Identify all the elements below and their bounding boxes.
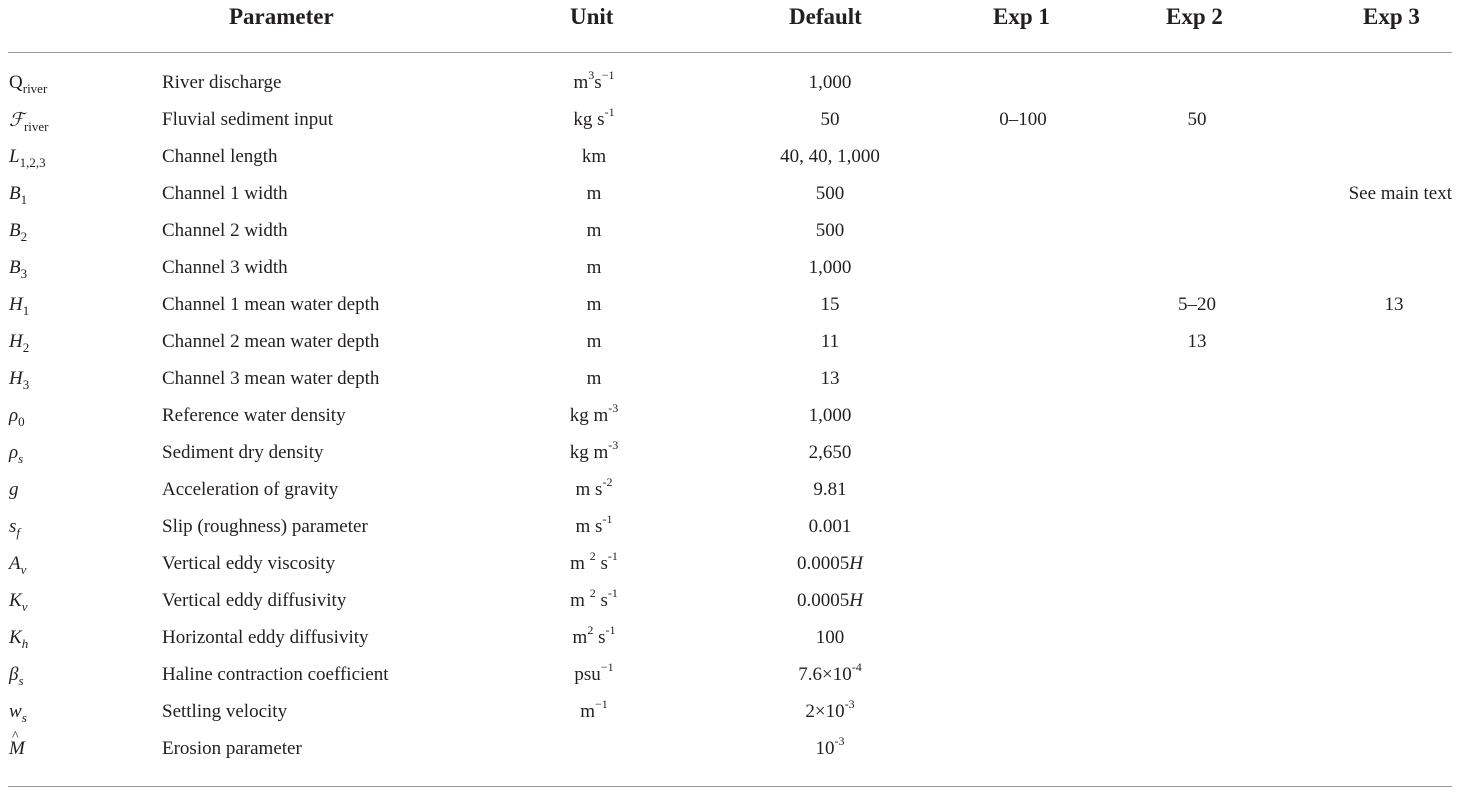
parameter-name: Channel 2 mean water depth: [162, 331, 380, 352]
table-header: [0, 0, 1460, 40]
unit-cell: kg $m^{-3}$: [569, 438, 619, 463]
table-row: [0, 398, 1460, 435]
parameter-symbol: $K_v$: [9, 590, 28, 614]
exp1-cell: 0–100: [999, 109, 1047, 130]
table-row: [0, 361, 1460, 398]
unit-cell: $m^2$ $s^{-1}$: [572, 623, 616, 648]
default-cell: 15: [820, 294, 840, 315]
parameter-name: Sediment dry density: [162, 442, 324, 463]
parameter-name: Acceleration of gravity: [162, 479, 339, 500]
parameter-symbol: $K_h$: [9, 627, 29, 651]
table-row: [0, 176, 1460, 213]
default-cell: $10^{-3}$: [815, 734, 845, 759]
header-parameter: Parameter: [229, 4, 334, 29]
header-exp3: Exp 3: [1363, 4, 1420, 29]
parameter-symbol: $s_f$: [9, 516, 21, 540]
unit-cell: m $^2$ $s^{-1}$: [570, 549, 618, 574]
default-cell: 0.0005H: [797, 590, 863, 611]
parameter-name: Settling velocity: [162, 701, 288, 722]
parameter-name: Channel 1 width: [162, 183, 288, 204]
unit-cell: km: [581, 146, 607, 167]
exp2-cell: 13: [1187, 331, 1207, 352]
table-row: [0, 139, 1460, 176]
parameter-symbol: $\rho_s$: [9, 442, 24, 466]
table-row: [0, 620, 1460, 657]
unit-cell: m: [586, 294, 602, 315]
unit-cell: m: [586, 220, 602, 241]
unit-cell: kg $s^{-1}$: [573, 105, 615, 130]
parameter-symbol: $B_3$: [9, 257, 28, 281]
table-row: [0, 509, 1460, 546]
unit-cell: m $^2$ $s^{-1}$: [570, 586, 618, 611]
parameter-name: Slip (roughness) parameter: [162, 516, 368, 537]
default-cell: $7.6\times 10^{-4}$: [798, 660, 862, 685]
default-cell: 50: [820, 109, 840, 130]
table-row: [0, 731, 1460, 768]
exp3-cell: See main text: [1348, 183, 1452, 204]
parameter-name: Haline contraction coefficient: [162, 664, 389, 685]
parameter-name: Channel 1 mean water depth: [162, 294, 380, 315]
parameter-name: Vertical eddy diffusivity: [162, 590, 347, 611]
table-row: [0, 657, 1460, 694]
default-cell: 0.001: [808, 516, 852, 537]
unit-cell: m: [586, 368, 602, 389]
table-body: [0, 65, 1460, 768]
default-cell: 40, 40, 1,000: [780, 146, 880, 167]
parameter-symbol: $H_3$: [9, 368, 30, 392]
unit-cell: $m^3s^{-1}$: [573, 68, 615, 93]
parameter-symbol: $B_2$: [9, 220, 28, 244]
table-row: [0, 546, 1460, 583]
parameter-name: Channel 2 width: [162, 220, 288, 241]
table-row: [0, 287, 1460, 324]
exp2-cell: 50: [1187, 109, 1207, 130]
unit-cell: psu$^{-1}$: [574, 660, 614, 685]
unit-cell: kg $m^{-3}$: [569, 401, 619, 426]
parameter-name: Fluvial sediment input: [162, 109, 333, 130]
table-row: [0, 213, 1460, 250]
default-cell: 1,000: [808, 405, 852, 426]
parameter-symbol: $H_2$: [9, 331, 30, 355]
unit-cell: m $s^{-1}$: [575, 512, 613, 537]
default-cell: $2\times 10^{-3}$: [805, 697, 855, 722]
parameter-symbol: $Q_{river}$: [9, 72, 48, 96]
parameter-symbol: $A_v$: [9, 553, 27, 577]
parameter-symbol: ℱ$_{river}$: [9, 109, 49, 134]
table-row: [0, 435, 1460, 472]
exp2-cell: 5–20: [1178, 294, 1216, 315]
default-cell: 500: [815, 183, 845, 204]
parameter-name: Channel 3 width: [162, 257, 288, 278]
parameter-name: Channel 3 mean water depth: [162, 368, 380, 389]
parameter-symbol: $H_1$: [9, 294, 30, 318]
parameter-symbol: ^ M: [9, 737, 25, 761]
default-cell: 9.81: [813, 479, 847, 500]
unit-cell: m: [586, 331, 602, 352]
header-exp2: Exp 2: [1166, 4, 1223, 29]
table-row: [0, 324, 1460, 361]
table-row: [0, 472, 1460, 509]
default-cell: 13: [820, 368, 840, 389]
exp3-cell: 13: [1384, 294, 1404, 315]
parameter-symbol: g: [9, 479, 19, 500]
default-cell: 500: [815, 220, 845, 241]
table-row: [0, 65, 1460, 102]
table-row: [0, 102, 1460, 139]
table-row: [0, 583, 1460, 620]
table-row: [0, 250, 1460, 287]
default-cell: 11: [820, 331, 840, 352]
parameter-symbol: $w_s$: [9, 701, 27, 725]
default-cell: 100: [815, 627, 845, 648]
table-row: [0, 694, 1460, 731]
default-cell: 0.0005H: [797, 553, 863, 574]
unit-cell: m $s^{-2}$: [575, 475, 613, 500]
header-exp1: Exp 1: [993, 4, 1050, 29]
default-cell: 1,000: [808, 72, 852, 93]
parameter-name: Reference water density: [162, 405, 346, 426]
parameter-name: Channel length: [162, 146, 278, 167]
default-cell: 1,000: [808, 257, 852, 278]
parameter-symbol: $\beta_s$: [9, 664, 24, 688]
header-unit: Unit: [570, 4, 614, 29]
bottom-rule: [8, 786, 1452, 787]
parameter-symbol: $L_{1,2,3}$: [9, 146, 46, 170]
unit-cell: m: [586, 257, 602, 278]
parameter-symbol: $B_1$: [9, 183, 28, 207]
parameter-name: Vertical eddy viscosity: [162, 553, 336, 574]
parameter-name: River discharge: [162, 72, 282, 93]
parameter-symbol: $\rho_0$: [9, 405, 25, 429]
header-rule: [8, 52, 1452, 53]
parameter-name: Erosion parameter: [162, 738, 302, 759]
header-default: Default: [789, 4, 862, 29]
unit-cell: m: [586, 183, 602, 204]
parameter-name: Horizontal eddy diffusivity: [162, 627, 369, 648]
default-cell: 2,650: [808, 442, 852, 463]
unit-cell: $m^{-1}$: [580, 697, 608, 722]
